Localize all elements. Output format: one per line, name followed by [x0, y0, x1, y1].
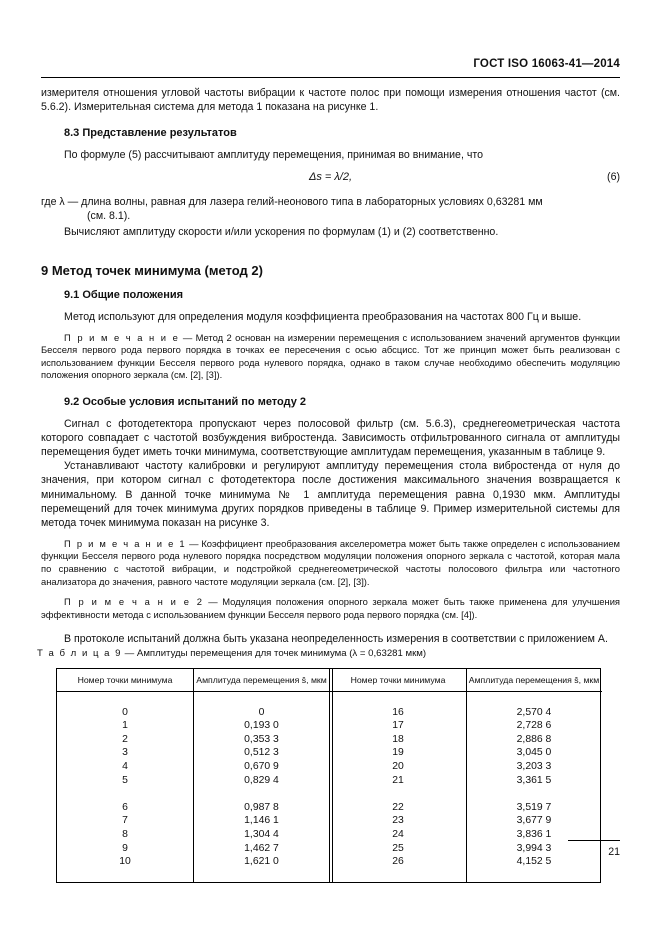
table-cell: 0,670 9: [244, 760, 279, 772]
table-vertical-rule-2b: [332, 669, 333, 882]
table-cell: 4,152 5: [516, 856, 552, 868]
table-cell: 3,994 3: [516, 842, 552, 854]
note-2-label: П р и м е ч а н и е 2: [64, 596, 204, 608]
heading-8-3: 8.3 Представление результатов: [64, 127, 237, 140]
note-2-text: — Модуляция положения опорного зеркала может быть также применена для улучшения эффективности метода с использованием функции Бесселя первого рода первого порядка (см. [4]).: [41, 596, 621, 620]
table-cell: 0,987 8: [244, 801, 279, 813]
table-cell: 3,677 9: [516, 815, 552, 827]
table-cell: 18: [392, 733, 404, 745]
heading-9-1: 9.1 Общие положения: [64, 288, 184, 301]
table-cell: 0,512 3: [244, 747, 279, 759]
table-cell: 17: [392, 720, 404, 732]
table-vertical-rule-1: [193, 669, 194, 882]
table-cell: 3: [122, 747, 128, 759]
where-definition: где λ — длина волны, равная для лазера гелий-неонового типа в лабораторных условиях 0,63281 мм: [41, 196, 543, 209]
table-spacer-cell: [57, 869, 193, 883]
table-cell: 3,203 3: [516, 760, 552, 772]
table-cell: 4: [122, 760, 128, 772]
table-cell: 0: [258, 706, 265, 718]
table-cell: 2,886 8: [516, 733, 552, 745]
table-cell: 1,146 1: [244, 815, 279, 827]
col-header-minimum-number-left: Номер точки минимума: [57, 669, 193, 692]
where-definition-continued: (см. 8.1).: [87, 210, 131, 223]
table-spacer-cell: [193, 692, 330, 706]
table-vertical-rule-2a: [329, 669, 330, 882]
table-group-separator-cell: [466, 787, 602, 801]
table-cell: 23: [392, 815, 404, 827]
table-cell: 1,621 0: [244, 856, 279, 868]
table-cell: 0,353 3: [244, 733, 279, 745]
table-cell: 8: [122, 828, 128, 840]
table-caption: [37, 648, 426, 659]
heading-9-2: 9.2 Особые условия испытаний по методу 2: [64, 396, 307, 409]
table-cell: 20: [392, 760, 404, 772]
paragraph-8-3: По формуле (5) рассчитывают амплитуду перемещения, принимая во внимание, что: [64, 149, 483, 162]
table-cell: 22: [392, 801, 404, 813]
standard-number-header: ГОСТ ISO 16063-41—2014: [473, 58, 620, 70]
table-cell: 6: [122, 801, 128, 813]
amplitude-table-border: [56, 668, 601, 883]
formula-6: Δs = λ/2,: [308, 171, 353, 184]
col-header-amplitude-right: Амплитуда перемещения ŝ, мкм: [466, 669, 602, 692]
formula-6-row: [41, 171, 620, 186]
table-cell: 16: [392, 706, 404, 718]
paragraph-9-1: Метод используют для определения модуля коэффициента преобразования на частотах 800 Гц и выше.: [64, 310, 582, 323]
note-1: [41, 538, 620, 588]
table-spacer-cell: [466, 869, 602, 883]
table-cell: 9: [122, 842, 128, 854]
table-cell: 1: [122, 720, 128, 732]
footer-divider: [568, 840, 620, 841]
table-cell: 1,304 4: [244, 828, 279, 840]
table-cell: 3,836 1: [516, 828, 552, 840]
paragraph-continued: измерителя отношения угловой частоты вибрации к частоте полос при помощи измерения отношения частот (см. 5.6.2). Измерительная система для метода 1 показана на рисунке 1.: [41, 87, 620, 114]
col-header-amplitude-left: Амплитуда перемещения ŝ, мкм: [193, 669, 330, 692]
note-9-1-label: П р и м е ч а н и е: [64, 331, 180, 343]
amplitude-table-wrapper: [56, 668, 601, 883]
table-cell: 0: [122, 706, 128, 718]
table-cell: 3,519 7: [516, 801, 552, 813]
table-cell: 3,045 0: [516, 747, 552, 759]
table-spacer-cell: [57, 692, 193, 706]
paragraph-velocity: Вычисляют амплитуду скорости и/или ускорения по формулам (1) и (2) соответственно.: [64, 226, 499, 239]
table-caption-label: Т а б л и ц а 9: [37, 648, 122, 659]
table-cell: 0,193 0: [244, 720, 279, 732]
paragraph-9-2-a: Сигнал с фотодетектора пропускают через полосовой фильтр (см. 5.6.3), среднегеометрическая частота которого совпадает с частотой возбуждения вибростенда. Зависимость отфильтрованного сигнала от амплитуды перемещения будет иметь точки минимума, соответствующие амплитудам перемещения, указанным в таблице 9.: [41, 418, 620, 459]
table-cell: 25: [392, 842, 404, 854]
table-cell: 3,361 5: [516, 774, 552, 786]
table-caption-text: — Амплитуды перемещения для точек минимума (λ = 0,63281 мкм): [124, 648, 427, 659]
heading-section-9: 9 Метод точек минимума (метод 2): [41, 262, 263, 278]
note-9-1: [41, 332, 620, 382]
table-vertical-rule-3: [466, 669, 467, 882]
table-cell: 26: [392, 856, 404, 868]
note-2: [41, 596, 620, 621]
note-1-text: — Коэффициент преобразования акселерометра может быть также определен с использованием функции Бесселя первого рода нулевого порядка посредством модуляции положения опорного зеркала с частотой, которая мала по сравнению с частотой вибрации, и подстройкой среднегеометрической частоты полосового фильтра или частотного анализатора до значения, равного частоте модуляции зеркала (см. [2], [3]).: [41, 537, 621, 587]
table-group-separator-cell: [57, 787, 193, 801]
table-cell: 10: [119, 856, 131, 868]
page-number: 21: [608, 846, 620, 858]
table-group-separator-cell: [330, 787, 466, 801]
paragraph-9-2-b: Устанавливают частоту калибровки и регулируют амплитуду перемещения стола вибростенда от нуля до значения, при котором сигнал с фотодетектора после достижения максимального значения возвращается к минимальному. В данной точке минимума № 1 амплитуда перемещения равна 0,1930 мкм. Амплитуды перемещений для точек минимума других порядков приведены в таблице 9. Пример измерительной системы для метода точек минимума показан на рисунке 3.: [41, 460, 620, 529]
table-spacer-cell: [193, 869, 330, 883]
table-cell: 2: [122, 733, 128, 745]
col-header-minimum-number-right: Номер точки минимума: [330, 669, 466, 692]
note-9-1-text: — Метод 2 основан на измерении перемещения с использованием значений аргументов функции Бесселя первого рода первого порядка в точках ее пересечения с осью абсцисс. Тот же принцип может быть реализован с использованием функции Бесселя первого рода нулевого порядка, однако в таком случае необходимо обеспечить модуляцию положения опорного зеркала (см. [2], [3]).: [41, 331, 620, 381]
note-1-label: П р и м е ч а н и е 1: [64, 537, 187, 549]
table-cell: 19: [392, 747, 404, 759]
table-spacer-cell: [466, 692, 602, 706]
page-content: [41, 86, 620, 646]
table-cell: 2,728 6: [516, 720, 552, 732]
table-cell: 0,829 4: [244, 774, 279, 786]
table-cell: 1,462 7: [244, 842, 279, 854]
formula-6-number: (6): [607, 171, 620, 184]
paragraph-protocol: В протоколе испытаний должна быть указана неопределенность измерения в соответствии с приложением А.: [64, 633, 608, 646]
table-cell: 2,570 4: [516, 706, 552, 718]
table-cell: 7: [122, 815, 128, 827]
table-cell: 5: [122, 774, 128, 786]
table-cell: 24: [392, 828, 404, 840]
table-cell: 21: [392, 774, 404, 786]
table-group-separator-cell: [193, 787, 330, 801]
header-divider: [41, 77, 620, 78]
table-spacer-cell: [330, 869, 466, 883]
table-spacer-cell: [330, 692, 466, 706]
